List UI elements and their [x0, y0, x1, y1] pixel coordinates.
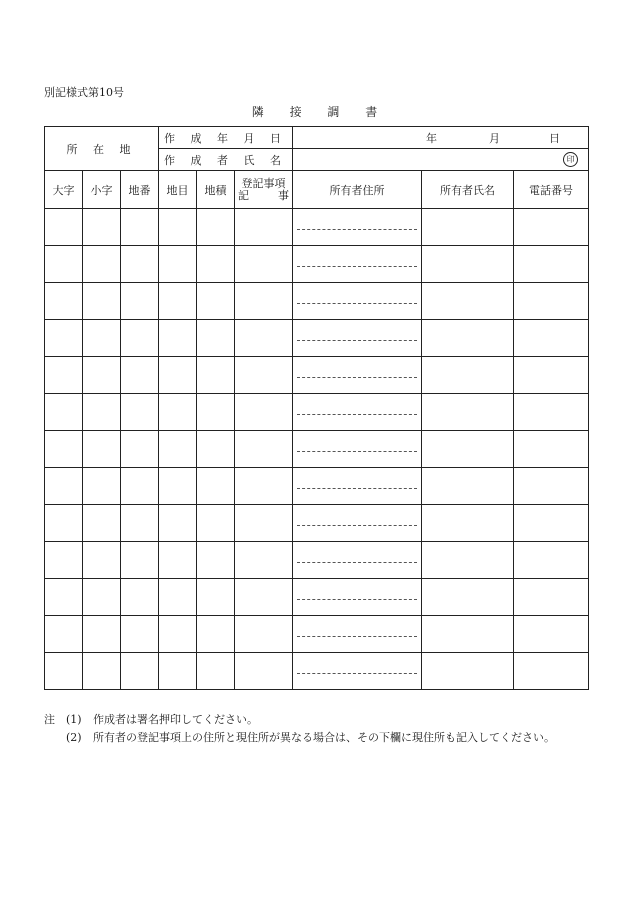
registry-cell[interactable] [235, 468, 293, 505]
oaza-cell[interactable] [45, 283, 83, 320]
chiseki-cell[interactable] [197, 320, 235, 357]
column-header: 地番 [121, 171, 159, 209]
registry-line1: 登記事項 [241, 176, 286, 190]
chimoku-cell[interactable] [159, 653, 197, 690]
address-divider [297, 266, 417, 267]
table-row [45, 283, 589, 320]
chiseki-cell[interactable] [197, 468, 235, 505]
koaza-cell[interactable] [83, 357, 121, 394]
owner-name-cell[interactable] [422, 505, 514, 542]
chiban-cell[interactable] [121, 505, 159, 542]
registry-cell[interactable] [235, 246, 293, 283]
chimoku-cell[interactable] [159, 542, 197, 579]
oaza-cell[interactable] [45, 542, 83, 579]
phone-cell[interactable] [514, 431, 589, 468]
owner-address-cell[interactable] [293, 542, 422, 579]
chiseki-cell[interactable] [197, 505, 235, 542]
koaza-cell[interactable] [83, 505, 121, 542]
owner-address-cell[interactable] [293, 394, 422, 431]
creator-name-field[interactable] [293, 149, 589, 171]
owner-name-cell[interactable] [422, 616, 514, 653]
oaza-cell[interactable] [45, 653, 83, 690]
chiseki-cell[interactable] [197, 653, 235, 690]
address-divider [297, 673, 417, 674]
registry-cell[interactable] [235, 357, 293, 394]
chiban-cell[interactable] [121, 431, 159, 468]
phone-cell[interactable] [514, 616, 589, 653]
koaza-cell[interactable] [83, 283, 121, 320]
owner-address-cell[interactable] [293, 357, 422, 394]
address-divider [297, 340, 417, 341]
chiseki-cell[interactable] [197, 579, 235, 616]
registry-cell[interactable] [235, 505, 293, 542]
address-divider [297, 636, 417, 637]
owner-address-cell[interactable] [293, 283, 422, 320]
phone-cell[interactable] [514, 320, 589, 357]
oaza-cell[interactable] [45, 246, 83, 283]
owner-address-cell[interactable] [293, 320, 422, 357]
chimoku-cell[interactable] [159, 616, 197, 653]
owner-address-cell[interactable] [293, 431, 422, 468]
chiban-cell[interactable] [121, 357, 159, 394]
phone-cell[interactable] [514, 468, 589, 505]
owner-name-cell[interactable] [422, 394, 514, 431]
chimoku-cell[interactable] [159, 431, 197, 468]
table-row [45, 542, 589, 579]
chiban-cell[interactable] [121, 320, 159, 357]
chimoku-cell[interactable] [159, 320, 197, 357]
address-divider [297, 525, 417, 526]
column-header: 大字 [45, 171, 83, 209]
chiban-cell[interactable] [121, 616, 159, 653]
oaza-cell[interactable] [45, 468, 83, 505]
registry-cell[interactable] [235, 209, 293, 246]
oaza-cell[interactable] [45, 505, 83, 542]
oaza-cell[interactable] [45, 579, 83, 616]
chiseki-cell[interactable] [197, 357, 235, 394]
note-number: (1) [66, 713, 82, 726]
registry-cell[interactable] [235, 431, 293, 468]
chiban-cell[interactable] [121, 283, 159, 320]
table-row [45, 468, 589, 505]
owner-address-cell[interactable] [293, 616, 422, 653]
notes [44, 711, 589, 747]
table-row [45, 505, 589, 542]
chimoku-cell[interactable] [159, 357, 197, 394]
phone-cell[interactable] [514, 505, 589, 542]
address-divider [297, 377, 417, 378]
chiban-cell[interactable] [121, 394, 159, 431]
owner-address-cell[interactable] [293, 505, 422, 542]
registry-cell[interactable] [235, 616, 293, 653]
phone-cell[interactable] [514, 357, 589, 394]
owner-name-cell[interactable] [422, 542, 514, 579]
title-char: 隣 [251, 105, 265, 119]
koaza-cell[interactable] [83, 579, 121, 616]
koaza-cell[interactable] [83, 431, 121, 468]
page-title [0, 103, 630, 120]
title-char: 接 [289, 105, 303, 119]
note-text: 作成者は署名押印してください。 [93, 713, 258, 726]
koaza-cell[interactable] [83, 653, 121, 690]
owner-address-cell[interactable] [293, 468, 422, 505]
registry-cell[interactable] [235, 653, 293, 690]
date-label: 作 成 年 月 日 [159, 127, 293, 149]
column-header: 所有者住所 [293, 171, 422, 209]
note-number: (2) [66, 731, 82, 744]
table-row [45, 653, 589, 690]
koaza-cell[interactable] [83, 246, 121, 283]
oaza-cell[interactable] [45, 357, 83, 394]
owner-name-cell[interactable] [422, 283, 514, 320]
registry-cell[interactable] [235, 283, 293, 320]
address-divider [297, 451, 417, 452]
table-row [45, 246, 589, 283]
seal-icon: 印 [563, 152, 578, 167]
form-number: 別記様式第10号 [44, 86, 124, 99]
owner-name-cell[interactable] [422, 209, 514, 246]
chiseki-cell[interactable] [197, 394, 235, 431]
column-header: 所有者氏名 [422, 171, 514, 209]
owner-name-cell[interactable] [422, 653, 514, 690]
title-char: 書 [365, 105, 379, 119]
registry-cell[interactable] [235, 579, 293, 616]
chimoku-cell[interactable] [159, 394, 197, 431]
owner-address-cell[interactable] [293, 209, 422, 246]
koaza-cell[interactable] [83, 320, 121, 357]
chiban-cell[interactable] [121, 468, 159, 505]
chimoku-cell[interactable] [159, 283, 197, 320]
chimoku-cell[interactable] [159, 579, 197, 616]
owner-name-cell[interactable] [422, 468, 514, 505]
location-label: 所 在 地 [45, 127, 159, 171]
table-row [45, 616, 589, 653]
chiban-cell[interactable] [121, 579, 159, 616]
address-divider [297, 599, 417, 600]
koaza-cell[interactable] [83, 394, 121, 431]
phone-cell[interactable] [514, 283, 589, 320]
oaza-cell[interactable] [45, 209, 83, 246]
chiseki-cell[interactable] [197, 209, 235, 246]
oaza-cell[interactable] [45, 394, 83, 431]
koaza-cell[interactable] [83, 616, 121, 653]
oaza-cell[interactable] [45, 616, 83, 653]
owner-name-cell[interactable] [422, 320, 514, 357]
owner-name-cell[interactable] [422, 579, 514, 616]
note-text: 所有者の登記事項上の住所と現住所が異なる場合は、その下欄に現住所も記入してください。 [93, 731, 555, 744]
column-header: 電話番号 [514, 171, 589, 209]
table-row [45, 579, 589, 616]
registry-cell[interactable] [235, 394, 293, 431]
registry-line2: 記 事 [238, 188, 290, 202]
table-row [45, 357, 589, 394]
column-header-registry [235, 171, 293, 209]
column-header: 小字 [83, 171, 121, 209]
chiban-cell[interactable] [121, 653, 159, 690]
survey-table [44, 126, 589, 690]
owner-address-cell[interactable] [293, 246, 422, 283]
owner-address-cell[interactable] [293, 653, 422, 690]
phone-cell[interactable] [514, 653, 589, 690]
chimoku-cell[interactable] [159, 505, 197, 542]
address-divider [297, 229, 417, 230]
koaza-cell[interactable] [83, 209, 121, 246]
table-row [45, 431, 589, 468]
table-row [45, 209, 589, 246]
notes-prefix: 注 [44, 713, 55, 726]
chiseki-cell[interactable] [197, 616, 235, 653]
chiseki-cell[interactable] [197, 246, 235, 283]
koaza-cell[interactable] [83, 468, 121, 505]
chiseki-cell[interactable] [197, 283, 235, 320]
address-divider [297, 488, 417, 489]
year-label: 年 [426, 132, 438, 145]
chiban-cell[interactable] [121, 209, 159, 246]
month-label: 月 [489, 132, 501, 145]
chimoku-cell[interactable] [159, 468, 197, 505]
creator-label: 作 成 者 氏 名 [159, 149, 293, 171]
chiban-cell[interactable] [121, 246, 159, 283]
note-item [44, 729, 589, 747]
phone-cell[interactable] [514, 246, 589, 283]
owner-name-cell[interactable] [422, 431, 514, 468]
registry-cell[interactable] [235, 542, 293, 579]
chimoku-cell[interactable] [159, 209, 197, 246]
chiban-cell[interactable] [121, 542, 159, 579]
date-field[interactable] [293, 127, 589, 149]
phone-cell[interactable] [514, 579, 589, 616]
column-header: 地積 [197, 171, 235, 209]
phone-cell[interactable] [514, 209, 589, 246]
note-item [44, 711, 589, 729]
oaza-cell[interactable] [45, 431, 83, 468]
phone-cell[interactable] [514, 542, 589, 579]
table-row [45, 394, 589, 431]
phone-cell[interactable] [514, 394, 589, 431]
chiseki-cell[interactable] [197, 542, 235, 579]
koaza-cell[interactable] [83, 542, 121, 579]
registry-cell[interactable] [235, 320, 293, 357]
chiseki-cell[interactable] [197, 431, 235, 468]
owner-name-cell[interactable] [422, 246, 514, 283]
address-divider [297, 562, 417, 563]
column-header: 地目 [159, 171, 197, 209]
table-row [45, 320, 589, 357]
address-divider [297, 303, 417, 304]
address-divider [297, 414, 417, 415]
owner-address-cell[interactable] [293, 579, 422, 616]
oaza-cell[interactable] [45, 320, 83, 357]
title-char: 調 [327, 105, 341, 119]
chimoku-cell[interactable] [159, 246, 197, 283]
day-label: 日 [549, 132, 561, 145]
owner-name-cell[interactable] [422, 357, 514, 394]
